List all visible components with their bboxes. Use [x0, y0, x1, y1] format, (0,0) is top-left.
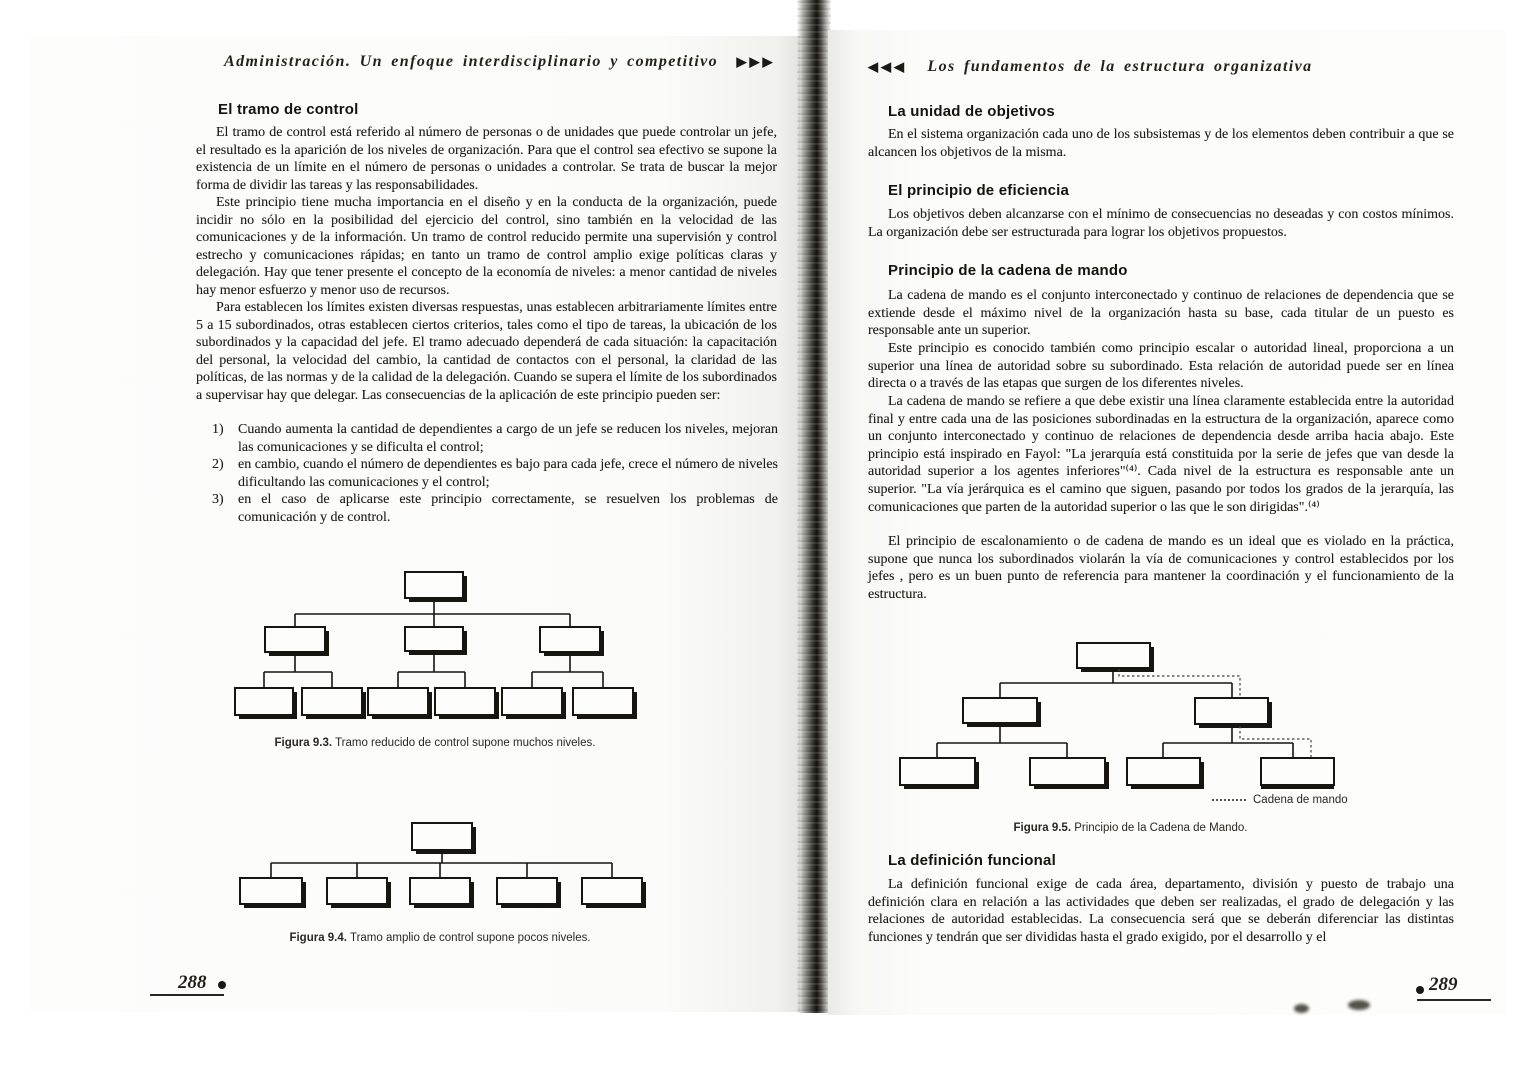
page-number-left-dot-icon: [218, 981, 226, 989]
list-item-marker: 3): [212, 492, 224, 508]
legend-label: Cadena de mando: [1253, 794, 1348, 806]
figure-9-5-legend: [1212, 794, 1348, 807]
figure-9-4-caption: [230, 931, 650, 945]
running-head-right-title: Los fundamentos de la estructura organizativa: [927, 58, 1313, 75]
page-number-right-rule: [1417, 999, 1491, 1001]
figure-9-3-label: Figura 9.3.: [274, 737, 333, 749]
paragraph: Los objetivos deben alcanzarse con el mínimo de consecuencias no deseadas y con costos mínimos. La organización debe ser estructurada para lograr los objetivos propuestos.: [868, 207, 1454, 240]
page-number-left-rule: [150, 994, 224, 996]
paragraph: El principio de escalonamiento o de cadena de mando es un ideal que es violado en la práctica, supone que nunca los subordinados violarán la vía de comunicaciones y control establecidos por los jefes , pero es un buen punto de referencia para mantener la coordinación y el funcionamiento de la estructura.: [868, 534, 1454, 602]
figure-9-5-label: Figura 9.5.: [1013, 822, 1072, 834]
figure-9-4-caption-text: Tramo amplio de control supone pocos niveles.: [349, 932, 591, 944]
dotted-line-icon: [1212, 798, 1246, 801]
section-heading-unidad-objetivos: La unidad de objetivos: [888, 103, 1055, 120]
page-number-right: 289: [1429, 974, 1458, 995]
figure-9-5-caption: [908, 821, 1353, 835]
numbered-list: [212, 421, 778, 527]
book-page-left: [30, 36, 800, 1012]
paragraph: La definición funcional exige de cada área, departamento, división y puesto de trabajo una definición clara en relación a las actividades que deben ser realizadas, el grado de delegación y las relaciones de autoridad establecidas. La consecuencia será que se deberán diferenciar las distintas funciones y tendrán que ser divididas hasta el grado exigido, por el desarrollo y el: [868, 877, 1454, 945]
book-page-right: [828, 30, 1506, 1015]
figure-9-3-caption: [225, 736, 645, 750]
page-number-left: 288: [178, 972, 207, 993]
paragraph: El tramo de control está referido al número de personas o de unidades que puede controlar un jefe, el resultado es la aparición de los niveles de organización. Para que el control sea efectivo se supone la existencia de un límite en el número de personas o unidades a controlar. Se trata de buscar la mejor forma de dividir las tareas y las responsabilidades.: [196, 125, 777, 193]
paragraph: Este principio tiene mucha importancia en el diseño y en la conducta de la organización, puede incidir no sólo en la posibilidad del ejercicio del control, sino también en la velocidad de las comunicaciones y de la información. Un tramo de control reducido permite una supervisión y control estrecho y comunicaciones rápidas; en tanto un tramo de control amplio exige políticas claras y delegación. Hay que tener presente el concepto de la economía de niveles: a menor cantidad de niveles hay menor esfuerzo y menor uso de recursos.: [196, 195, 777, 298]
section-heading-principio-eficiencia: El principio de eficiencia: [888, 182, 1070, 199]
page-forward-arrows-icon: ▶▶▶: [736, 54, 776, 69]
page-back-arrows-icon: ◀◀◀: [868, 59, 907, 74]
paragraph: En el sistema organización cada uno de los subsistemas y de los elementos deben contribuir a que se alcancen los objetivos de la misma.: [868, 127, 1454, 160]
list-item: [212, 491, 778, 526]
running-head-right: [868, 57, 1313, 77]
org-chart-figure-9-5: [895, 638, 1340, 793]
section-heading-cadena-de-mando: Principio de la cadena de mando: [888, 262, 1128, 279]
paragraph: La cadena de mando se refiere a que debe existir una línea claramente establecida entre la autoridad final y entre cada una de las posiciones subordinadas en la estructura de la organización, aparece como un conjunto interconectado y continuo de relaciones de dependencia desde arriba hacia abajo. Este principio está inspirado en Fayol: "La jerarquía está constituida por la serie de jefes que van desde la autoridad superior a los agentes inferiores"⁽⁴⁾. Cada nivel de la estructura es responsable ante un superior. "La vía jerárquica es el camino que siguen, pasando por todos los grados de la jerarquía, las comunicaciones que parten de la autoridad superior o las que le son dirigidas".⁽⁴⁾: [868, 394, 1454, 515]
list-item: [212, 456, 778, 491]
figure-9-5-caption-text: Principio de la Cadena de Mando.: [1074, 822, 1248, 834]
cutoff-text-smudge: [1294, 1004, 1309, 1013]
figure-9-3-caption-text: Tramo reducido de control supone muchos niveles.: [335, 737, 596, 749]
list-item-text: en cambio, cuando el número de dependientes es bajo para cada jefe, crece el número de niveles dificultando las comunicaciones y el control;: [238, 457, 778, 490]
figure-9-4-label: Figura 9.4.: [289, 932, 347, 944]
list-item-marker: 2): [212, 457, 224, 473]
section-heading-definicion-funcional: La definición funcional: [888, 852, 1056, 869]
org-chart-9-5-boxes: [900, 643, 1334, 785]
list-item-text: Cuando aumenta la cantidad de dependientes a cargo de un jefe se reducen los niveles, mejoran las comunicaciones y se dificulta el control;: [238, 422, 778, 455]
org-chart-figure-9-3: [225, 565, 645, 725]
list-item: [212, 421, 778, 456]
chain-of-command-dotted-path: [1240, 726, 1311, 757]
paragraph: Para establecen los límites existen diversas respuestas, unas establecen arbitrariamente límites entre 5 a 15 subordinados, otras establecen ciertos criterios, tales como el tipo de tareas, la ubicación de los subordinados y la capacidad del jefe. El tramo adecuado dependerá de cada situación: la capacitación del personal, la velocidad del cambio, la cantidad de contactos con el personal, la claridad de las políticas, de las normas y de la calidad de la delegación. Cuando se supera el límite de los subordinados a supervisar hay que delegar. Las consecuencias de la aplicación de este principio pueden ser:: [196, 300, 777, 403]
running-head-left: [224, 52, 775, 72]
paragraph: Este principio es conocido también como principio escalar o autoridad lineal, proporciona a un superior una línea de autoridad sobre su subordinado. Esta relación de autoridad puede ser en línea directa o a través de las etapas que surgen de los diferentes niveles.: [868, 341, 1454, 392]
paragraph: La cadena de mando es el conjunto interconectado y continuo de relaciones de dependencia que se extiende desde el máximo nivel de la organización hasta su base, cada titular de un puesto es responsable ante un superior.: [868, 288, 1454, 339]
book-binding: [797, 0, 831, 1013]
cutoff-text-smudge: [1348, 1000, 1370, 1010]
list-item-text: en el caso de aplicarse este principio correctamente, se resuelven los problemas de comunicación y de control.: [238, 492, 778, 525]
section-heading-tramo-de-control: El tramo de control: [218, 101, 359, 118]
running-head-left-title: Administración. Un enfoque interdisciplinario y competitivo: [224, 53, 719, 70]
list-item-marker: 1): [212, 422, 224, 437]
page-number-right-dot-icon: [1416, 986, 1424, 994]
org-chart-figure-9-4: [230, 815, 650, 945]
